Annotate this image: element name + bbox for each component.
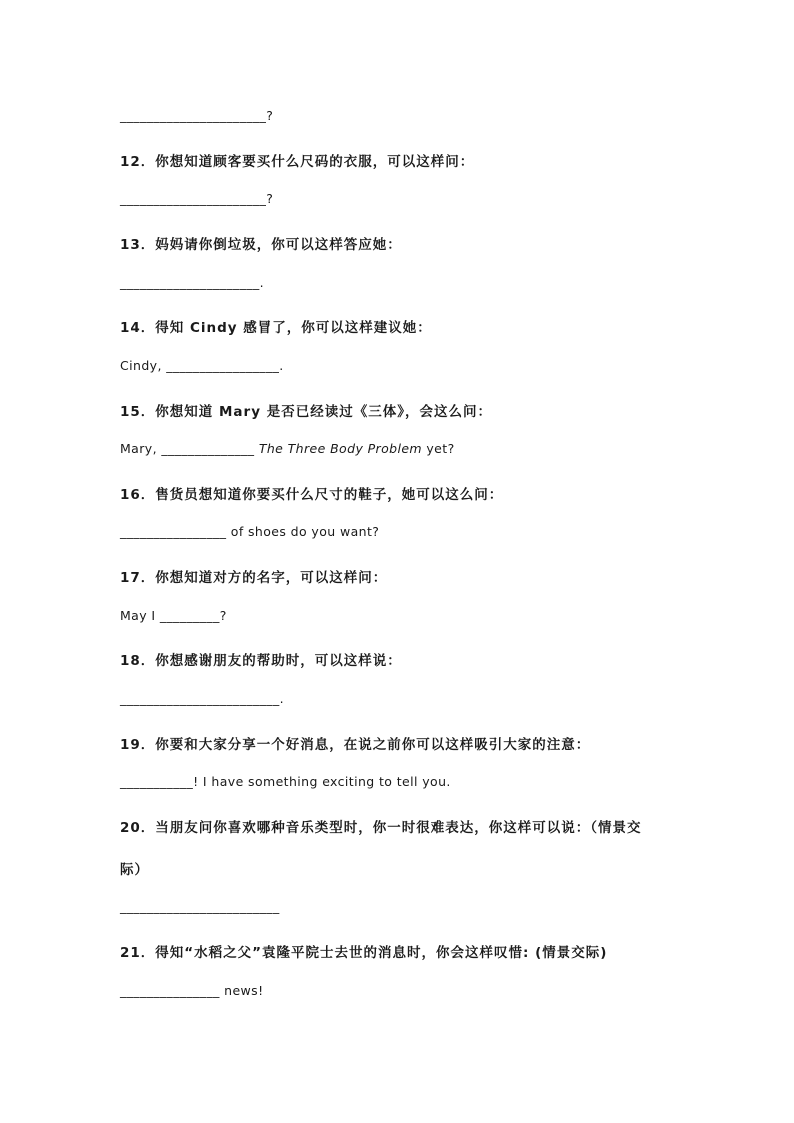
question-16: 16．售货员想知道你要买什么尺寸的鞋子，她可以这么问： bbox=[120, 487, 504, 503]
question-12: 12．你想知道顾客要买什么尺码的衣服，可以这样问： bbox=[120, 154, 475, 170]
question-20-continued: 际） bbox=[120, 862, 149, 878]
question-17: 17．你想知道对方的名字，可以这样问： bbox=[120, 570, 388, 586]
answer-blank-14: Cindy, _________________. bbox=[120, 358, 284, 373]
answer-15-suffix: yet? bbox=[422, 441, 455, 456]
answer-blank-20: ________________________ bbox=[120, 899, 280, 914]
answer-blank-16: ________________ of shoes do you want? bbox=[120, 524, 380, 539]
question-20: 20．当朋友问你喜欢哪种音乐类型时，你一时很难表达，你这样可以说：（情景交 bbox=[120, 820, 642, 836]
question-21: 21．得知“水稻之父”袁隆平院士去世的消息时，你会这样叹惜: (情景交际) bbox=[120, 945, 608, 961]
question-18: 18．你想感谢朋友的帮助时，可以这样说： bbox=[120, 653, 402, 669]
answer-blank-19: ___________! I have something exciting to tell you. bbox=[120, 774, 451, 789]
answer-blank-17: May I _________? bbox=[120, 608, 227, 623]
question-15: 15．你想知道 Mary 是否已经读过《三体》，会这么问： bbox=[120, 404, 492, 420]
answer-15-prefix: Mary, ______________ bbox=[120, 441, 259, 456]
question-14: 14．得知 Cindy 感冒了，你可以这样建议她： bbox=[120, 320, 432, 336]
answer-blank-18: ________________________. bbox=[120, 691, 284, 706]
book-title-italic: The Three Body Problem bbox=[258, 441, 423, 456]
answer-blank-15 bbox=[120, 441, 455, 456]
answer-blank-13: _____________________. bbox=[120, 275, 265, 290]
answer-blank-12: ______________________? bbox=[120, 191, 274, 206]
question-19: 19．你要和大家分享一个好消息，在说之前你可以这样吸引大家的注意： bbox=[120, 737, 591, 753]
answer-blank-21: _______________ news! bbox=[120, 983, 264, 998]
question-13: 13．妈妈请你倒垃圾，你可以这样答应她： bbox=[120, 237, 402, 253]
answer-blank-11: ______________________? bbox=[120, 108, 274, 123]
